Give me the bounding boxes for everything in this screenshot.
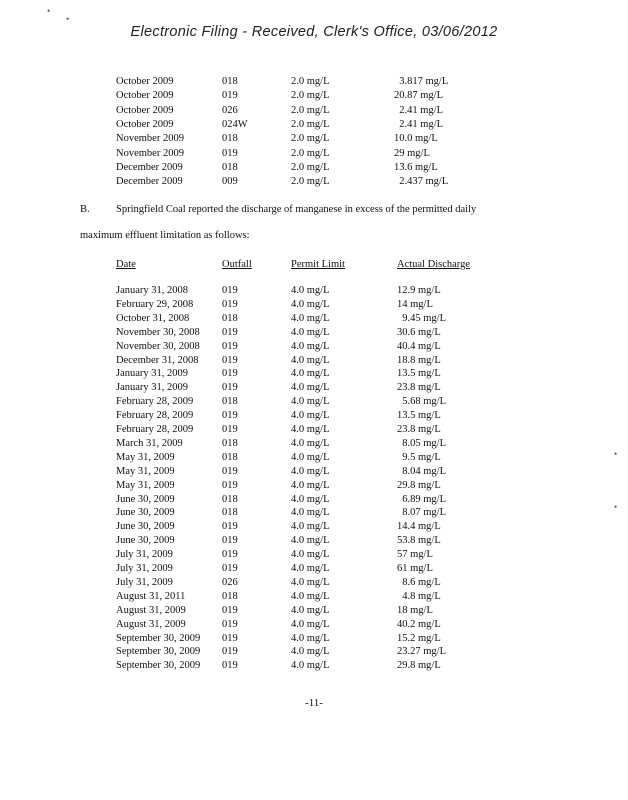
cell-outfall: 018	[222, 437, 238, 449]
cell-date: June 30, 2009	[116, 507, 175, 519]
cell-actual-discharge: 3.817 mg/L	[394, 76, 449, 87]
cell-actual-discharge: 10.0 mg/L	[394, 133, 438, 145]
cell-date: July 31, 2009	[116, 576, 173, 588]
cell-permit-limit: 4.0 mg/L	[291, 340, 330, 352]
section-label: B.	[80, 204, 90, 215]
cell-outfall: 019	[222, 354, 238, 366]
cell-outfall: 018	[222, 76, 238, 87]
cell-permit-limit: 4.0 mg/L	[291, 285, 330, 296]
cell-outfall: 018	[222, 451, 238, 463]
cell-date: December 2009	[116, 176, 183, 188]
cell-permit-limit: 4.0 mg/L	[291, 646, 330, 658]
cell-actual-discharge: 9.5 mg/L	[397, 451, 441, 463]
column-header-permit-limit: Permit Limit	[291, 259, 345, 270]
cell-permit-limit: 4.0 mg/L	[291, 312, 330, 324]
cell-date: June 30, 2009	[116, 535, 175, 547]
cell-permit-limit: 4.0 mg/L	[291, 576, 330, 588]
scan-mark: •	[66, 14, 70, 24]
cell-date: January 31, 2009	[116, 368, 189, 380]
cell-date: July 31, 2009	[116, 563, 173, 574]
cell-outfall: 019	[222, 465, 238, 477]
cell-actual-discharge: 18.8 mg/L	[397, 354, 441, 366]
cell-actual-discharge: 20.87 mg/L	[394, 90, 443, 102]
cell-permit-limit: 4.0 mg/L	[291, 437, 330, 449]
cell-outfall: 019	[222, 90, 238, 102]
cell-permit-limit: 4.0 mg/L	[291, 535, 330, 547]
cell-outfall: 019	[222, 382, 238, 394]
cell-actual-discharge: 23.8 mg/L	[397, 424, 441, 435]
cell-outfall: 019	[222, 563, 238, 574]
cell-date: May 31, 2009	[116, 451, 175, 463]
cell-outfall: 019	[222, 632, 238, 644]
cell-date: October 2009	[116, 76, 174, 87]
cell-actual-discharge: 12.9 mg/L	[397, 285, 441, 296]
cell-permit-limit: 4.0 mg/L	[291, 479, 330, 491]
cell-permit-limit: 4.0 mg/L	[291, 368, 330, 380]
cell-permit-limit: 2.0 mg/L	[291, 133, 330, 145]
cell-permit-limit: 4.0 mg/L	[291, 465, 330, 477]
cell-date: October 31, 2008	[116, 312, 190, 324]
cell-actual-discharge: 29 mg/L	[394, 147, 430, 159]
cell-outfall: 018	[222, 493, 238, 505]
cell-actual-discharge: 30.6 mg/L	[397, 326, 441, 338]
cell-actual-discharge: 8.04 mg/L	[397, 465, 446, 477]
cell-date: September 30, 2009	[116, 632, 201, 644]
cell-permit-limit: 2.0 mg/L	[291, 76, 330, 87]
cell-date: July 31, 2009	[116, 549, 173, 561]
cell-date: February 29, 2008	[116, 298, 194, 310]
cell-permit-limit: 4.0 mg/L	[291, 604, 330, 616]
cell-date: February 28, 2009	[116, 396, 194, 408]
cell-permit-limit: 2.0 mg/L	[291, 90, 330, 102]
cell-outfall: 019	[222, 424, 238, 435]
cell-outfall: 026	[222, 104, 238, 116]
cell-permit-limit: 4.0 mg/L	[291, 507, 330, 519]
scan-mark: •	[47, 6, 51, 16]
cell-actual-discharge: 8.05 mg/L	[397, 437, 446, 449]
cell-outfall: 018	[222, 590, 238, 602]
cell-outfall: 019	[222, 285, 238, 296]
filing-header: Electronic Filing - Received, Clerk's Office, 03/06/2012	[130, 24, 498, 40]
cell-actual-discharge: 14 mg/L	[397, 298, 433, 310]
cell-permit-limit: 4.0 mg/L	[291, 493, 330, 505]
cell-actual-discharge: 15.2 mg/L	[397, 632, 441, 644]
cell-date: January 31, 2009	[116, 382, 189, 394]
cell-actual-discharge: 18 mg/L	[397, 604, 433, 616]
cell-actual-discharge: 13.5 mg/L	[397, 410, 441, 422]
cell-actual-discharge: 61 mg/L	[397, 563, 433, 574]
cell-date: November 30, 2008	[116, 326, 200, 338]
cell-date: December 2009	[116, 161, 183, 173]
section-text-line2: maximum effluent limitation as follows:	[80, 230, 250, 241]
cell-outfall: 019	[222, 410, 238, 422]
cell-outfall: 019	[222, 535, 238, 547]
cell-permit-limit: 4.0 mg/L	[291, 632, 330, 644]
cell-outfall: 019	[222, 660, 238, 672]
cell-date: June 30, 2009	[116, 493, 175, 505]
cell-date: August 31, 2011	[116, 590, 186, 602]
cell-actual-discharge: 23.27 mg/L	[397, 646, 446, 658]
cell-actual-discharge: 29.8 mg/L	[397, 479, 441, 491]
cell-date: November 2009	[116, 133, 184, 145]
cell-permit-limit: 4.0 mg/L	[291, 382, 330, 394]
page-number: -11-	[305, 697, 323, 709]
cell-date: September 30, 2009	[116, 660, 201, 672]
cell-permit-limit: 4.0 mg/L	[291, 354, 330, 366]
cell-actual-discharge: 13.6 mg/L	[394, 161, 438, 173]
cell-date: June 30, 2009	[116, 521, 175, 533]
cell-actual-discharge: 4.8 mg/L	[397, 590, 441, 602]
cell-permit-limit: 2.0 mg/L	[291, 176, 330, 188]
cell-outfall: 024W	[222, 118, 248, 130]
cell-permit-limit: 4.0 mg/L	[291, 563, 330, 574]
cell-actual-discharge: 29.8 mg/L	[397, 660, 441, 672]
column-header-date: Date	[116, 259, 136, 270]
cell-actual-discharge: 5.68 mg/L	[397, 396, 446, 408]
cell-actual-discharge: 6.89 mg/L	[397, 493, 446, 505]
cell-date: October 2009	[116, 118, 174, 130]
cell-permit-limit: 4.0 mg/L	[291, 521, 330, 533]
cell-outfall: 019	[222, 549, 238, 561]
cell-actual-discharge: 13.5 mg/L	[397, 368, 441, 380]
cell-date: May 31, 2009	[116, 479, 175, 491]
cell-actual-discharge: 9.45 mg/L	[397, 312, 446, 324]
section-text-line1: Springfield Coal reported the discharge of manganese in excess of the permitted daily	[116, 204, 477, 215]
scan-mark: •	[614, 449, 618, 459]
column-header-actual-discharge: Actual Discharge	[397, 259, 470, 270]
cell-outfall: 018	[222, 507, 238, 519]
cell-outfall: 019	[222, 521, 238, 533]
cell-actual-discharge: 2.41 mg/L	[394, 104, 443, 116]
cell-outfall: 019	[222, 479, 238, 491]
cell-date: December 31, 2008	[116, 354, 199, 366]
cell-permit-limit: 2.0 mg/L	[291, 104, 330, 116]
cell-outfall: 019	[222, 368, 238, 380]
cell-actual-discharge: 8.6 mg/L	[397, 576, 441, 588]
cell-date: February 28, 2009	[116, 410, 194, 422]
cell-permit-limit: 4.0 mg/L	[291, 451, 330, 463]
cell-outfall: 019	[222, 147, 238, 159]
column-header-outfall: Outfall	[222, 259, 252, 270]
cell-actual-discharge: 2.41 mg/L	[394, 118, 443, 130]
cell-outfall: 019	[222, 618, 238, 630]
cell-outfall: 018	[222, 396, 238, 408]
cell-outfall: 026	[222, 576, 238, 588]
cell-permit-limit: 4.0 mg/L	[291, 410, 330, 422]
cell-permit-limit: 2.0 mg/L	[291, 147, 330, 159]
cell-outfall: 019	[222, 604, 238, 616]
cell-permit-limit: 4.0 mg/L	[291, 298, 330, 310]
cell-outfall: 019	[222, 298, 238, 310]
cell-actual-discharge: 2.437 mg/L	[394, 176, 449, 188]
cell-date: October 2009	[116, 90, 174, 102]
cell-date: February 28, 2009	[116, 424, 194, 435]
cell-outfall: 019	[222, 340, 238, 352]
cell-permit-limit: 4.0 mg/L	[291, 396, 330, 408]
cell-date: January 31, 2008	[116, 285, 189, 296]
cell-outfall: 018	[222, 133, 238, 145]
cell-permit-limit: 2.0 mg/L	[291, 161, 330, 173]
cell-permit-limit: 4.0 mg/L	[291, 590, 330, 602]
cell-outfall: 018	[222, 312, 238, 324]
cell-actual-discharge: 57 mg/L	[397, 549, 433, 561]
cell-date: May 31, 2009	[116, 465, 175, 477]
cell-actual-discharge: 23.8 mg/L	[397, 382, 441, 394]
cell-date: September 30, 2009	[116, 646, 201, 658]
cell-actual-discharge: 8.07 mg/L	[397, 507, 446, 519]
cell-permit-limit: 4.0 mg/L	[291, 618, 330, 630]
cell-outfall: 019	[222, 646, 238, 658]
cell-actual-discharge: 40.2 mg/L	[397, 618, 441, 630]
cell-date: October 2009	[116, 104, 174, 116]
cell-permit-limit: 4.0 mg/L	[291, 660, 330, 672]
cell-permit-limit: 4.0 mg/L	[291, 326, 330, 338]
cell-outfall: 019	[222, 326, 238, 338]
cell-date: March 31, 2009	[116, 437, 183, 449]
cell-actual-discharge: 53.8 mg/L	[397, 535, 441, 547]
cell-date: August 31, 2009	[116, 604, 186, 616]
cell-outfall: 018	[222, 161, 238, 173]
cell-outfall: 009	[222, 176, 238, 188]
cell-permit-limit: 4.0 mg/L	[291, 549, 330, 561]
cell-actual-discharge: 40.4 mg/L	[397, 340, 441, 352]
cell-date: November 2009	[116, 147, 184, 159]
cell-permit-limit: 2.0 mg/L	[291, 118, 330, 130]
cell-permit-limit: 4.0 mg/L	[291, 424, 330, 435]
scan-mark: •	[614, 502, 618, 512]
cell-date: November 30, 2008	[116, 340, 200, 352]
cell-actual-discharge: 14.4 mg/L	[397, 521, 441, 533]
cell-date: August 31, 2009	[116, 618, 186, 630]
